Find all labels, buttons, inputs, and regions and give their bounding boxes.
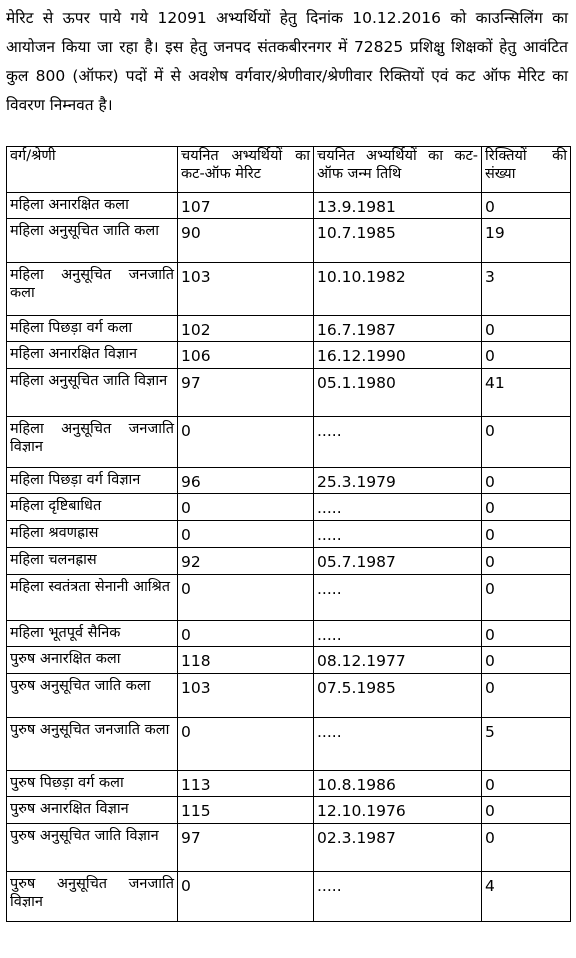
- vacancies-cell: 0: [482, 674, 571, 718]
- category-cell: महिला पिछड़ा वर्ग कला: [7, 316, 178, 342]
- category-cell: महिला अनारक्षित विज्ञान: [7, 342, 178, 369]
- category-cell: महिला स्वतंत्रता सेनानी आश्रित: [7, 575, 178, 621]
- table-row: [7, 718, 571, 771]
- category-cell: पुरुष अनुसूचित जनजाति कला: [7, 718, 178, 771]
- cutoff-merit-table: [6, 146, 571, 922]
- vacancies-cell: 4: [482, 872, 571, 922]
- category-cell: महिला अनुसूचित जनजाति विज्ञान: [7, 417, 178, 468]
- table-row: [7, 647, 571, 674]
- table-row: [7, 468, 571, 494]
- merit-cell: 0: [178, 872, 314, 922]
- dob-cell: .....: [314, 417, 482, 468]
- vacancies-cell: 0: [482, 647, 571, 674]
- category-cell: महिला चलनह्रास: [7, 548, 178, 575]
- intro-paragraph: मेरिट से ऊपर पाये गये 12091 अभ्यर्थियों हेतु दिनांक 10.12.2016 को काउन्सिलिंग का आयोजन किया जा रहा है। इस हेतु जनपद संतकबीरनगर में 72825 प्रशिक्षु शिक्षकों हेतु आवंटित कुल 800 (ऑफर) पदों में से अवशेष वर्गवार/श्रेणीवार/श्रेणीवार रिक्तियों एवं कट ऑफ मेरिट का विवरण निम्नवत है।: [6, 9, 568, 114]
- dob-cell: 13.9.1981: [314, 193, 482, 219]
- category-cell: महिला अनुसूचित जाति कला: [7, 219, 178, 263]
- vacancies-cell: 41: [482, 369, 571, 417]
- category-cell: महिला भूतपूर्व सैनिक: [7, 621, 178, 647]
- dob-cell: .....: [314, 575, 482, 621]
- table-row: [7, 771, 571, 797]
- vacancies-cell: 0: [482, 342, 571, 369]
- table-row: [7, 872, 571, 922]
- vacancies-cell: 0: [482, 824, 571, 872]
- table-row: [7, 797, 571, 824]
- vacancies-cell: 0: [482, 316, 571, 342]
- table-row: [7, 263, 571, 316]
- dob-cell: 05.7.1987: [314, 548, 482, 575]
- merit-cell: 0: [178, 494, 314, 521]
- dob-cell: .....: [314, 521, 482, 548]
- table-row: [7, 417, 571, 468]
- dob-cell: 16.12.1990: [314, 342, 482, 369]
- category-cell: महिला अनुसूचित जाति विज्ञान: [7, 369, 178, 417]
- merit-cell: 96: [178, 468, 314, 494]
- vacancies-cell: 3: [482, 263, 571, 316]
- dob-cell: 05.1.1980: [314, 369, 482, 417]
- dob-cell: .....: [314, 494, 482, 521]
- vacancies-cell: 0: [482, 468, 571, 494]
- table-row: [7, 219, 571, 263]
- dob-cell: .....: [314, 872, 482, 922]
- merit-cell: 106: [178, 342, 314, 369]
- vacancies-cell: 0: [482, 797, 571, 824]
- merit-cell: 115: [178, 797, 314, 824]
- table-row: [7, 193, 571, 219]
- table-row: [7, 494, 571, 521]
- vacancies-cell: 0: [482, 575, 571, 621]
- category-cell: महिला अनारक्षित कला: [7, 193, 178, 219]
- header-category: वर्ग/श्रेणी: [7, 147, 178, 193]
- vacancies-cell: 0: [482, 621, 571, 647]
- merit-cell: 0: [178, 575, 314, 621]
- dob-cell: 25.3.1979: [314, 468, 482, 494]
- category-cell: पुरुष अनारक्षित विज्ञान: [7, 797, 178, 824]
- merit-cell: 97: [178, 824, 314, 872]
- merit-cell: 103: [178, 263, 314, 316]
- category-cell: पुरुष पिछड़ा वर्ग कला: [7, 771, 178, 797]
- category-cell: महिला अनुसूचित जनजाति कला: [7, 263, 178, 316]
- table-header-row: [7, 147, 571, 193]
- merit-cell: 97: [178, 369, 314, 417]
- category-cell: पुरुष अनुसूचित जाति विज्ञान: [7, 824, 178, 872]
- merit-cell: 118: [178, 647, 314, 674]
- vacancies-cell: 0: [482, 521, 571, 548]
- merit-cell: 0: [178, 521, 314, 548]
- category-cell: पुरुष अनुसूचित जनजाति विज्ञान: [7, 872, 178, 922]
- vacancies-cell: 0: [482, 417, 571, 468]
- vacancies-cell: 19: [482, 219, 571, 263]
- header-vacancies: रिक्तियों की संख्या: [482, 147, 571, 193]
- dob-cell: .....: [314, 621, 482, 647]
- dob-cell: 07.5.1985: [314, 674, 482, 718]
- merit-cell: 90: [178, 219, 314, 263]
- vacancies-cell: 0: [482, 548, 571, 575]
- vacancies-cell: 0: [482, 494, 571, 521]
- table-row: [7, 548, 571, 575]
- dob-cell: .....: [314, 718, 482, 771]
- table-row: [7, 521, 571, 548]
- table-row: [7, 824, 571, 872]
- category-cell: महिला दृष्टिबाधित: [7, 494, 178, 521]
- vacancies-cell: 0: [482, 193, 571, 219]
- merit-cell: 107: [178, 193, 314, 219]
- table-row: [7, 674, 571, 718]
- merit-cell: 0: [178, 718, 314, 771]
- merit-cell: 102: [178, 316, 314, 342]
- header-cutoff-merit: चयनित अभ्यर्थियों का कट-ऑफ मेरिट: [178, 147, 314, 193]
- category-cell: पुरुष अनारक्षित कला: [7, 647, 178, 674]
- dob-cell: 10.7.1985: [314, 219, 482, 263]
- table-row: [7, 621, 571, 647]
- merit-cell: 0: [178, 417, 314, 468]
- merit-cell: 92: [178, 548, 314, 575]
- merit-cell: 0: [178, 621, 314, 647]
- dob-cell: 08.12.1977: [314, 647, 482, 674]
- table-row: [7, 342, 571, 369]
- dob-cell: 02.3.1987: [314, 824, 482, 872]
- category-cell: महिला पिछड़ा वर्ग विज्ञान: [7, 468, 178, 494]
- table-row: [7, 575, 571, 621]
- dob-cell: 10.8.1986: [314, 771, 482, 797]
- dob-cell: 10.10.1982: [314, 263, 482, 316]
- table-row: [7, 316, 571, 342]
- merit-cell: 103: [178, 674, 314, 718]
- merit-cell: 113: [178, 771, 314, 797]
- category-cell: महिला श्रवणह्रास: [7, 521, 178, 548]
- dob-cell: 16.7.1987: [314, 316, 482, 342]
- vacancies-cell: 5: [482, 718, 571, 771]
- dob-cell: 12.10.1976: [314, 797, 482, 824]
- table-row: [7, 369, 571, 417]
- header-cutoff-dob: चयनित अभ्यर्थियों का कट-ऑफ जन्म तिथि: [314, 147, 482, 193]
- category-cell: पुरुष अनुसूचित जाति कला: [7, 674, 178, 718]
- vacancies-cell: 0: [482, 771, 571, 797]
